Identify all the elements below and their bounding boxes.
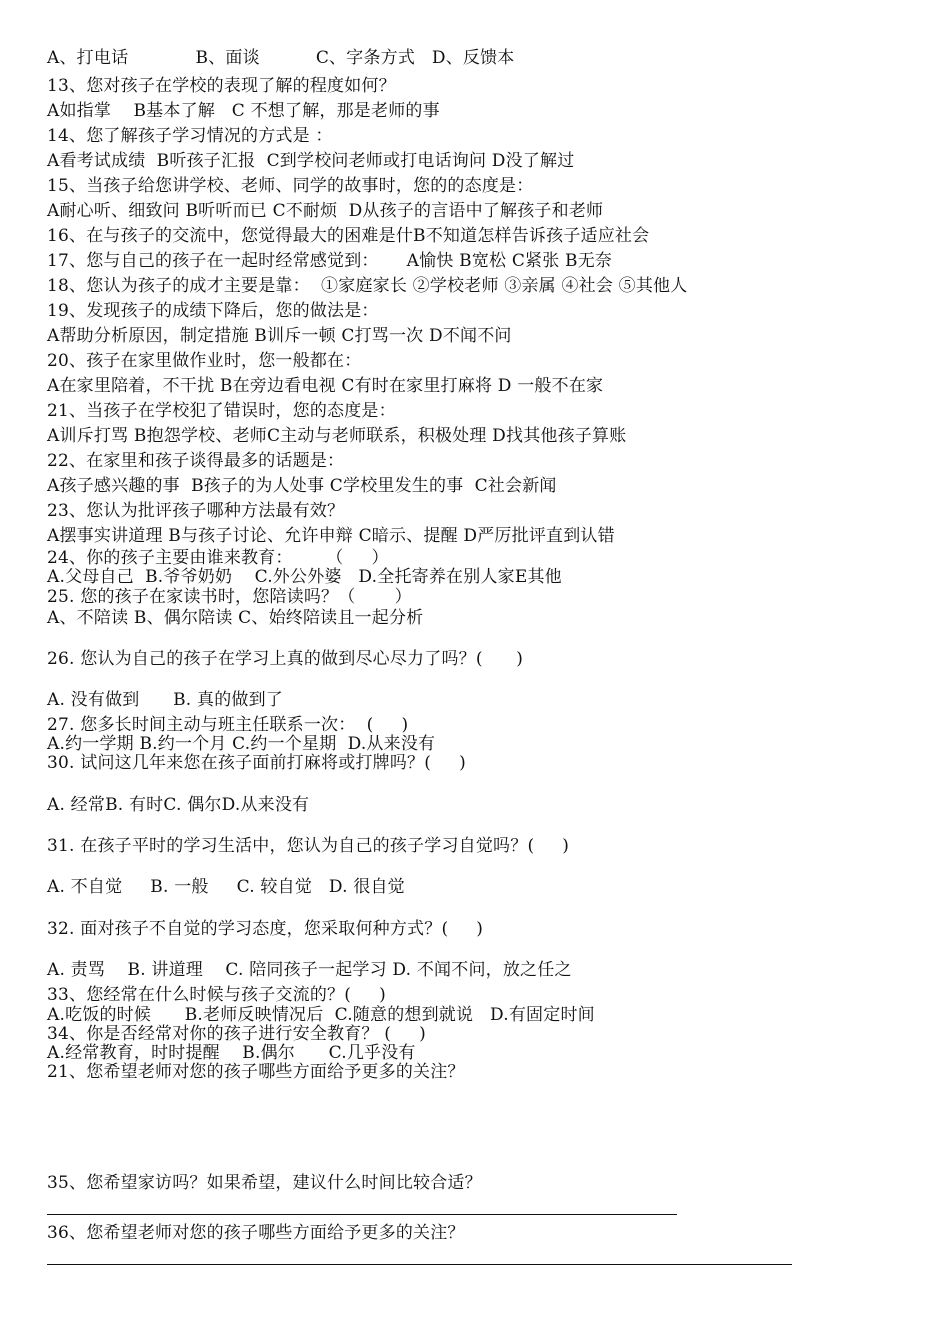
- q21-question: 21、当孩子在学校犯了错误时，您的态度是：: [47, 401, 396, 421]
- q20-question: 20、孩子在家里做作业时，您一般都在：: [47, 351, 362, 371]
- q25-options: A、不陪读 B、偶尔陪读 C、始终陪读且一起分析: [47, 608, 424, 628]
- q16-question: 16、在与孩子的交流中，您觉得最大的困难是什B不知道怎样告诉孩子适应社会: [47, 226, 650, 246]
- q32-question: 32. 面对孩子不自觉的学习态度，您采取何种方式？( ): [47, 919, 484, 939]
- q24-question: 24、你的孩子主要由谁来教育： （ ）: [47, 548, 389, 568]
- q23-question: 23、您认为批评孩子哪种方法最有效？: [47, 501, 345, 521]
- q32-options: A. 责骂 B. 讲道理 C. 陪同孩子一起学习 D. 不闻不问，放之任之: [47, 960, 572, 980]
- q14-question: 14、您了解孩子学习情况的方式是 ：: [47, 126, 333, 146]
- q30-options: A. 经常B. 有时C. 偶尔D.从来没有: [47, 795, 310, 815]
- q18-question: 18、您认为孩子的成才主要是靠： ①家庭家长 ②学校老师 ③亲属 ④社会 ⑤其他人: [47, 276, 688, 296]
- q27-question: 27. 您多长时间主动与班主任联系一次： ( ): [47, 715, 409, 735]
- q35-question: 35、您希望家访吗？如果希望，建议什么时间比较合适？: [47, 1173, 482, 1193]
- q34-options: A.经常教育，时时提醒 B.偶尔 C.几乎没有: [47, 1043, 416, 1063]
- q26-options: A. 没有做到 B. 真的做到了: [47, 690, 284, 710]
- q26-question: 26. 您认为自己的孩子在学习上真的做到尽心尽力了吗？( ): [47, 649, 524, 669]
- q30-question: 30. 试问这几年来您在孩子面前打麻将或打牌吗？( ): [47, 753, 466, 773]
- q21-options: A训斥打骂 B抱怨学校、老师C主动与老师联系，积极处理 D找其他孩子算账: [47, 426, 627, 446]
- q25-question: 25. 您的孩子在家读书时，您陪读吗？（ ）: [47, 587, 412, 607]
- q21b-question: 21、您希望老师对您的孩子哪些方面给予更多的关注？: [47, 1062, 465, 1082]
- q13-question: 13、您对孩子在学校的表现了解的程度如何？: [47, 76, 396, 96]
- q33-options: A.吃饭的时候 B.老师反映情况后 C.随意的想到就说 D.有固定时间: [47, 1005, 595, 1025]
- q33-question: 33、您经常在什么时候与孩子交流的？( ): [47, 985, 386, 1005]
- q31-options: A. 不自觉 B. 一般 C. 较自觉 D. 很自觉: [47, 877, 405, 897]
- q20-options: A在家里陪着，不干扰 B在旁边看电视 C有时在家里打麻将 D 一般不在家: [47, 376, 604, 396]
- q36-question: 36、您希望老师对您的孩子哪些方面给予更多的关注？: [47, 1223, 465, 1243]
- q31-question: 31. 在孩子平时的学习生活中，您认为自己的孩子学习自觉吗？( ): [47, 836, 570, 856]
- q34-question: 34、你是否经常对你的孩子进行安全教育？ ( ): [47, 1024, 426, 1044]
- q19-question: 19、发现孩子的成绩下降后，您的做法是：: [47, 301, 379, 321]
- q35-answer-line: [47, 1214, 677, 1215]
- q22-options: A孩子感兴趣的事 B孩子的为人处事 C学校里发生的事 C社会新闻: [47, 476, 557, 496]
- q15-question: 15、当孩子给您讲学校、老师、同学的故事时，您的的态度是：: [47, 176, 534, 196]
- q14-options: A看考试成绩 B听孩子汇报 C到学校问老师或打电话询问 D没了解过: [47, 151, 575, 171]
- q19-options: A帮助分析原因，制定措施 B训斥一顿 C打骂一次 D不闻不问: [47, 326, 512, 346]
- q23-options: A摆事实讲道理 B与孩子讨论、允许申辩 C暗示、提醒 D严厉批评直到认错: [47, 526, 615, 546]
- q36-answer-line: [47, 1264, 792, 1265]
- q22-question: 22、在家里和孩子谈得最多的话题是：: [47, 451, 345, 471]
- q17-question: 17、您与自己的孩子在一起时经常感觉到： A愉快 B宽松 C紧张 B无奈: [47, 251, 613, 271]
- q27-options: A.约一学期 B.约一个月 C.约一个星期 D.从来没有: [47, 734, 436, 754]
- q12-options: A、打电话 B、面谈 C、字条方式 D、反馈本: [47, 48, 515, 68]
- q24-options: A.父母自己 B.爷爷奶奶 C.外公外婆 D.全托寄养在别人家E其他: [47, 567, 562, 587]
- q15-options: A耐心听、细致问 B听听而已 C不耐烦 D从孩子的言语中了解孩子和老师: [47, 201, 604, 221]
- q13-options: A如指掌 B基本了解 C 不想了解，那是老师的事: [47, 101, 440, 121]
